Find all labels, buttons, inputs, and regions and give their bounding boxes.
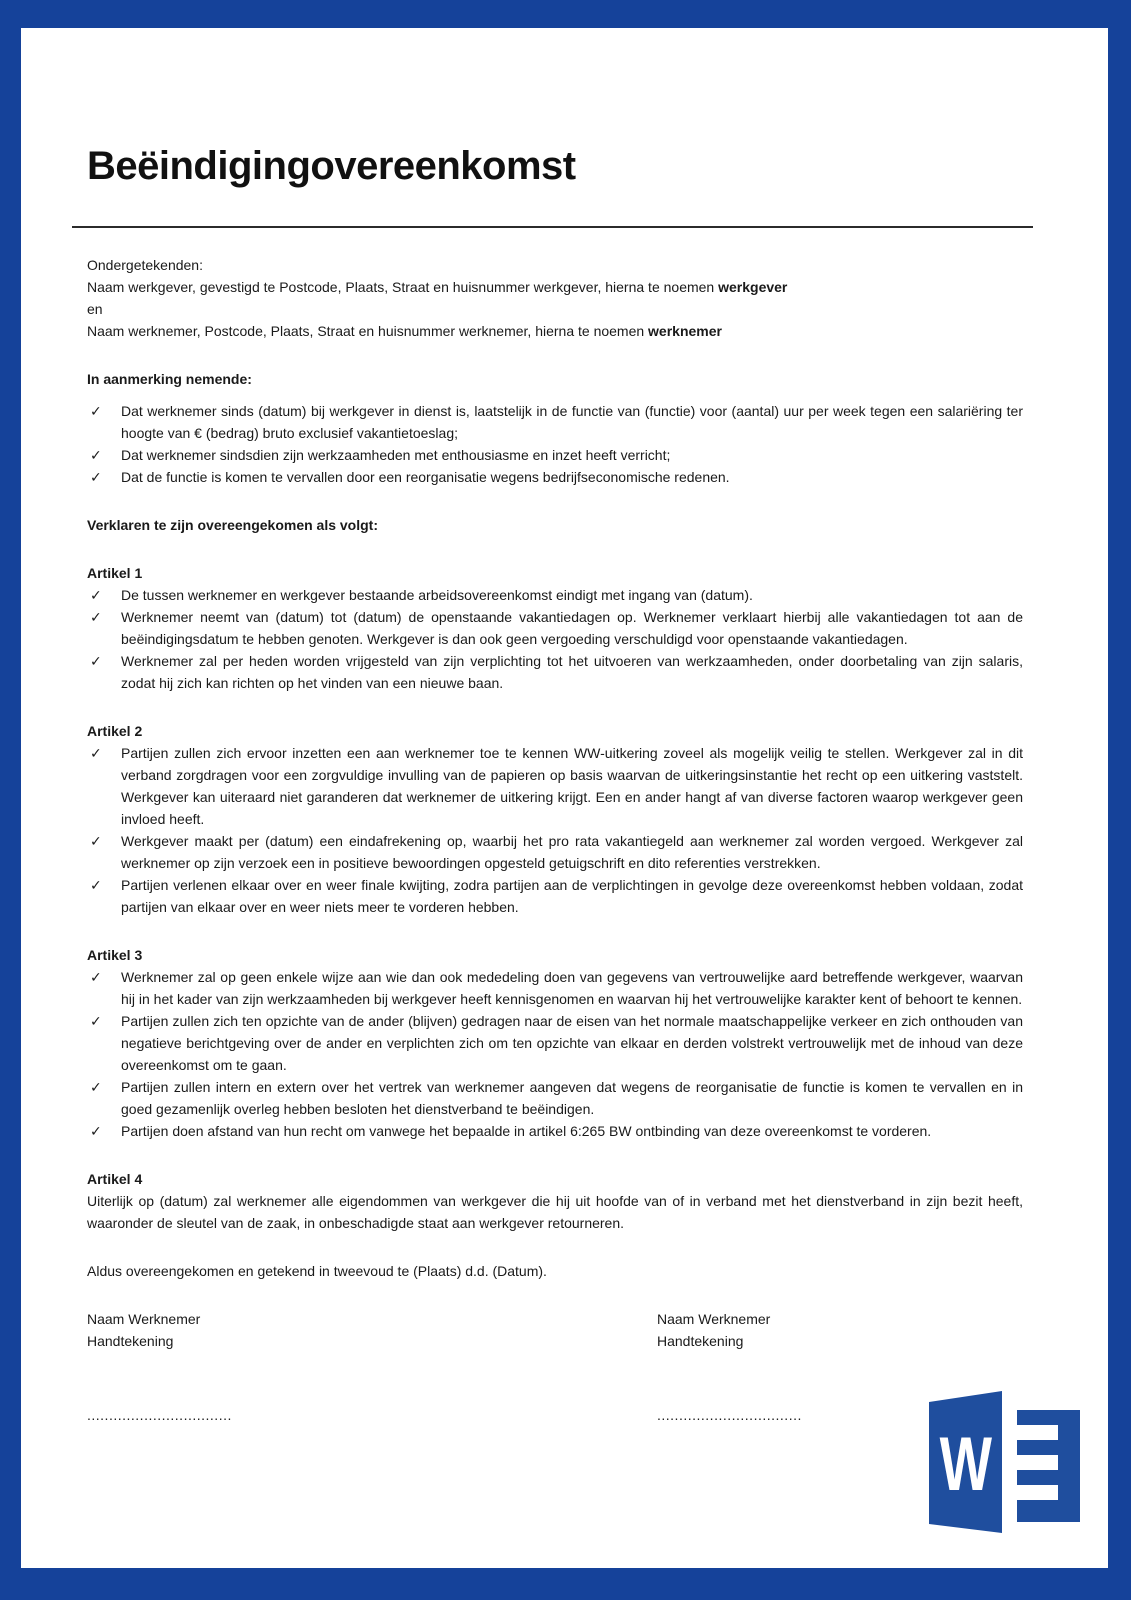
intro-employer-text: Naam werkgever, gevestigd te Postcode, Plaats, Straat en huisnummer werkgever, hierna te noemen [87,279,719,295]
item-text: Werknemer zal per heden worden vrijgesteld van zijn verplichting tot het uitvoeren van werkzaamheden, onder doorbetaling van zijn salaris, zodat hij zich kan richten op het vinden van een nieuwe baan. [121,653,1023,691]
item-text: Werknemer neemt van (datum) tot (datum) de openstaande vakantiedagen op. Werknemer verklaart hierbij alle vakantiedagen tot aan de beëindigingsdatum te hebben genoten. Werkgever is dan ook geen vergoeding verschuldigd voor openstaande vakantiedagen. [121,609,1023,647]
article-1-list [87,584,1023,694]
word-logo-document [1017,1410,1080,1522]
item-text: De tussen werknemer en werkgever bestaande arbeidsovereenkomst eindigt met ingang van (datum). [121,587,753,603]
intro-employee-bold: werknemer [648,323,722,339]
article-item [87,584,1023,606]
checkmark-icon: ✓ [90,1013,102,1029]
item-text: Dat de functie is komen te vervallen door een reorganisatie wegens bedrijfseconomische redenen. [121,469,730,485]
signature-role-label: Handtekening [87,1333,174,1349]
article-3-heading: Artikel 3 [87,947,143,963]
checkmark-icon: ✓ [90,1123,102,1139]
checkmark-icon: ✓ [90,969,102,985]
checkmark-icon: ✓ [90,833,102,849]
article-item [87,1010,1023,1076]
item-text: Werknemer zal op geen enkele wijze aan wie dan ook mededeling doen van gegevens van vertrouwelijke aard betreffende werkgever, waarvan hij in het kader van zijn werkzaamheden bij werkgever heeft kennisgenomen en waarvan hij het vertrouwelijke karakter kent of behoort te kennen. [121,969,1023,1007]
item-text: Werkgever maakt per (datum) een eindafrekening op, waarbij het pro rata vakantiegeld aan werknemer zal worden vergoed. Werkgever zal werknemer op zijn verzoek een in positieve bewoordingen opgesteld getuigschrift en dito referenties verstrekken. [121,833,1023,871]
checkmark-icon: ✓ [90,877,102,893]
document-content [21,28,1108,1568]
signature-line: ................................. [657,1407,802,1423]
article-1-heading: Artikel 1 [87,565,143,581]
signature-block-left [87,1308,657,1426]
signature-section [87,1308,1023,1426]
article-item [87,966,1023,1010]
word-logo-letter: W [939,1422,992,1508]
article-item [87,830,1023,874]
article-2-heading: Artikel 2 [87,723,143,739]
article-3-list [87,966,1023,1142]
intro-employer-bold: werkgever [718,279,788,295]
considerations-list [87,400,1023,488]
consideration-item [87,444,1023,466]
intro-employer-line [87,276,1023,298]
agreement-intro: Verklaren te zijn overeengekomen als volgt: [87,517,378,533]
closing-line: Aldus overeengekomen en getekend in tweevoud te (Plaats) d.d. (Datum). [87,1263,547,1279]
checkmark-icon: ✓ [90,403,102,419]
article-4-paragraph: Uiterlijk op (datum) zal werknemer alle eigendommen van werkgever die hij uit hoofde van of in verband met het dienstverband in zijn bezit heeft, waaronder de sleutel van de zaak, in onbeschadigde staat aan werkgever retourneren. [87,1193,1023,1231]
intro-employee-line [87,320,1023,342]
article-item [87,742,1023,830]
intro-conjunction: en [87,301,103,317]
article-item [87,874,1023,918]
signature-role-label: Handtekening [657,1333,744,1349]
article-item [87,1120,1023,1142]
checkmark-icon: ✓ [90,745,102,761]
consideration-item [87,400,1023,444]
item-text: Dat werknemer sinds (datum) bij werkgever in dienst is, laatstelijk in de functie van (functie) voor (aantal) uur per week tegen een salariëring ter hoogte van € (bedrag) bruto exclusief vakantietoeslag; [121,403,1023,441]
item-text: Partijen zullen zich ervoor inzetten een aan werknemer toe te kennen WW-uitkering zoveel als mogelijk veilig te stellen. Werkgever zal in dit verband zorgdragen voor een zorgvuldige invulling van de papieren op basis waarvan de uitkeringsinstantie het recht op een uitkering vaststelt. Werkgever kan uiteraard niet garanderen dat werknemer de uitkering krijgt. Een en ander hangt af van diverse factoren waarop werkgever geen invloed heeft. [121,745,1023,827]
item-text: Partijen verlenen elkaar over en weer finale kwijting, zodra partijen aan de verplichtingen in gevolge deze overeenkomst hebben voldaan, zodat partijen van elkaar over en weer niets meer te vorderen hebben. [121,877,1023,915]
checkmark-icon: ✓ [90,587,102,603]
intro-employee-text: Naam werknemer, Postcode, Plaats, Straat en huisnummer werknemer, hierna te noemen [87,323,649,339]
intro-opening: Ondergetekenden: [87,257,203,273]
item-text: Dat werknemer sindsdien zijn werkzaamheden met enthousiasme en inzet heeft verricht; [121,447,671,463]
checkmark-icon: ✓ [90,653,102,669]
article-item [87,1076,1023,1120]
checkmark-icon: ✓ [90,609,102,625]
consideration-item [87,466,1023,488]
article-item [87,606,1023,650]
intro-section [87,254,1023,342]
signature-line: ................................. [87,1407,232,1423]
checkmark-icon: ✓ [90,469,102,485]
article-2-list [87,742,1023,918]
title-divider [72,226,1033,228]
article-4-heading: Artikel 4 [87,1171,143,1187]
item-text: Partijen zullen intern en extern over het vertrek van werknemer aangeven dat wegens de reorganisatie de functie is komen te vervallen en in goed gezamenlijk overleg hebben besloten het dienstverband te beëindigen. [121,1079,1023,1117]
item-text: Partijen zullen zich ten opzichte van de ander (blijven) gedragen naar de eisen van het normale maatschappelijke verkeer en zich onthouden van negatieve berichtgeving over de ander en verplichten zich om ten opzichte van elkaar en derden volstrekt vertrouwelijk met de inhoud van deze overeenkomst om te gaan. [121,1013,1023,1073]
article-item [87,650,1023,694]
item-text: Partijen doen afstand van hun recht om vanwege het bepaalde in artikel 6:265 BW ontbinding van deze overeenkomst te vorderen. [121,1123,932,1139]
signature-name: Naam Werknemer [87,1311,201,1327]
document-title: Beëindigingovereenkomst [87,144,576,188]
checkmark-icon: ✓ [90,1079,102,1095]
checkmark-icon: ✓ [90,447,102,463]
word-logo [922,1390,1082,1536]
signature-name: Naam Werknemer [657,1311,771,1327]
considerations-heading: In aanmerking nemende: [87,371,252,387]
